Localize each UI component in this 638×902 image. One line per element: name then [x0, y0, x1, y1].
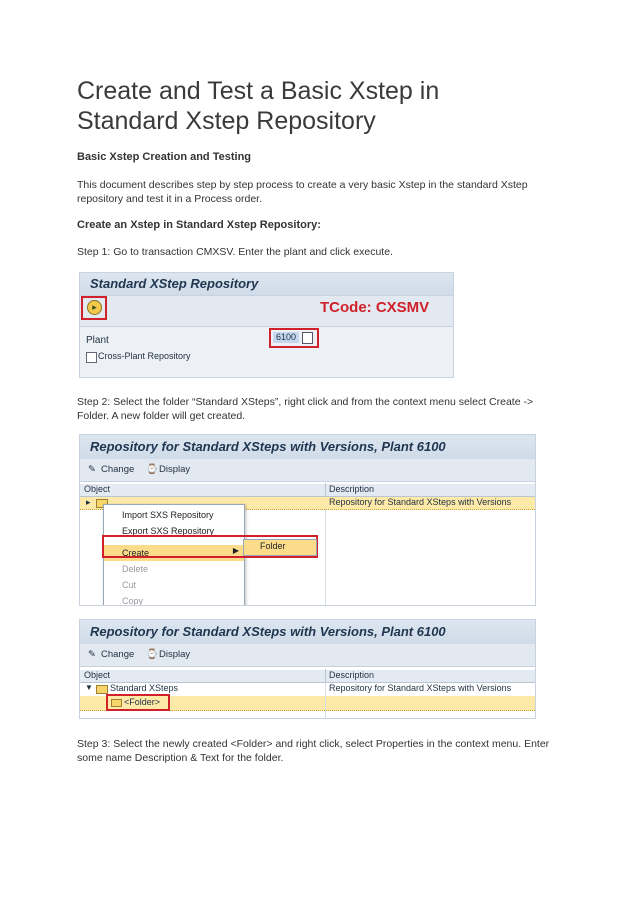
submenu [243, 539, 317, 556]
section-heading-basic: Basic Xstep Creation and Testing [77, 151, 252, 163]
step3-line-2: some name Description & Text for the folder. [77, 752, 284, 764]
step3-text [77, 737, 577, 765]
intro-line-1: This document describes step by step process to create a very basic Xstep in the standard Xstep [77, 179, 528, 191]
display-button[interactable]: Display [159, 464, 191, 475]
screenshot-repository-context-menu [79, 434, 536, 606]
submenu-arrow-icon: ▶ [232, 546, 239, 555]
step1-text: Step 1: Go to transaction CMXSV. Enter the plant and click execute. [77, 246, 393, 258]
page-title [77, 76, 597, 136]
value-help-icon[interactable] [302, 332, 313, 344]
tcode-annotation: TCode: CXSMV [320, 299, 430, 316]
menu-item-delete[interactable]: Delete [122, 564, 149, 574]
shot2-column-header [80, 484, 536, 497]
step2-text [77, 395, 577, 423]
shot2-header: Repository for Standard XSteps with Versions, Plant 6100 [80, 435, 535, 459]
title-line-2: Standard Xstep Repository [77, 107, 376, 135]
column-divider-body [325, 509, 326, 606]
plant-input-highlight [271, 330, 317, 346]
step2-line-1: Step 2: Select the folder “Standard XSteps”, right click and from the context menu select Create -> [77, 396, 534, 408]
menu-item-create-label: Create [122, 548, 150, 558]
tree-row-standard-xsteps[interactable] [80, 683, 536, 695]
intro-line-2: repository and test it in a Process order. [77, 193, 263, 205]
shot3-toolbar [80, 644, 536, 667]
screenshot-new-folder [79, 619, 536, 719]
intro-paragraph [77, 178, 577, 206]
step3-line-1: Step 3: Select the newly created <Folder> and right click, select Properties in the context menu. Enter [77, 738, 550, 750]
menu-item-export[interactable]: Export SXS Repository [122, 526, 215, 536]
shot3-header: Repository for Standard XSteps with Versions, Plant 6100 [80, 620, 535, 644]
title-line-1: Create and Test a Basic Xstep in [77, 77, 440, 105]
change-icon: ✎ [88, 649, 96, 660]
change-button[interactable]: Change [101, 649, 135, 660]
folder-icon [111, 699, 122, 707]
section-heading-create: Create an Xstep in Standard Xstep Repository: [77, 219, 321, 231]
shot2-toolbar [80, 459, 536, 482]
menu-item-import[interactable]: Import SXS Repository [122, 510, 214, 520]
expand-arrow-icon: ▸ [86, 497, 91, 507]
change-icon: ✎ [88, 464, 96, 475]
step2-line-2: Folder. A new folder will get created. [77, 410, 246, 422]
collapse-arrow-icon: ▼ [85, 683, 93, 692]
plant-input[interactable]: 6100 [273, 332, 299, 343]
cross-plant-checkbox[interactable] [86, 352, 97, 363]
display-icon: ⌚ [146, 464, 158, 475]
cross-plant-label: Cross-Plant Repository [98, 351, 191, 361]
shot1-header: Standard XStep Repository [80, 273, 453, 295]
menu-item-copy[interactable]: Copy [122, 596, 144, 606]
new-folder-highlight[interactable] [108, 696, 168, 709]
execute-button[interactable] [83, 298, 105, 318]
column-divider [325, 669, 326, 682]
column-object: Object [84, 484, 111, 494]
tree-root-label: Standard XSteps [110, 683, 179, 693]
root-description: Repository for Standard XSteps with Versions [329, 683, 512, 693]
shot3-column-header [80, 670, 536, 683]
column-object: Object [84, 670, 111, 680]
screenshot-standard-xstep-repository [79, 272, 454, 378]
row-description: Repository for Standard XSteps with Versions [329, 497, 512, 507]
display-icon: ⌚ [146, 649, 158, 660]
new-folder-label: <Folder> [124, 697, 161, 707]
column-description: Description [329, 484, 375, 494]
display-button[interactable]: Display [159, 649, 191, 660]
execute-icon: ▸ [87, 300, 102, 315]
submenu-item-folder[interactable]: Folder [260, 541, 286, 551]
change-button[interactable]: Change [101, 464, 135, 475]
column-divider-body [325, 682, 326, 719]
plant-label: Plant [86, 335, 109, 346]
column-divider [325, 483, 326, 496]
column-description: Description [329, 670, 375, 680]
folder-open-icon [96, 685, 108, 694]
menu-item-cut[interactable]: Cut [122, 580, 137, 590]
